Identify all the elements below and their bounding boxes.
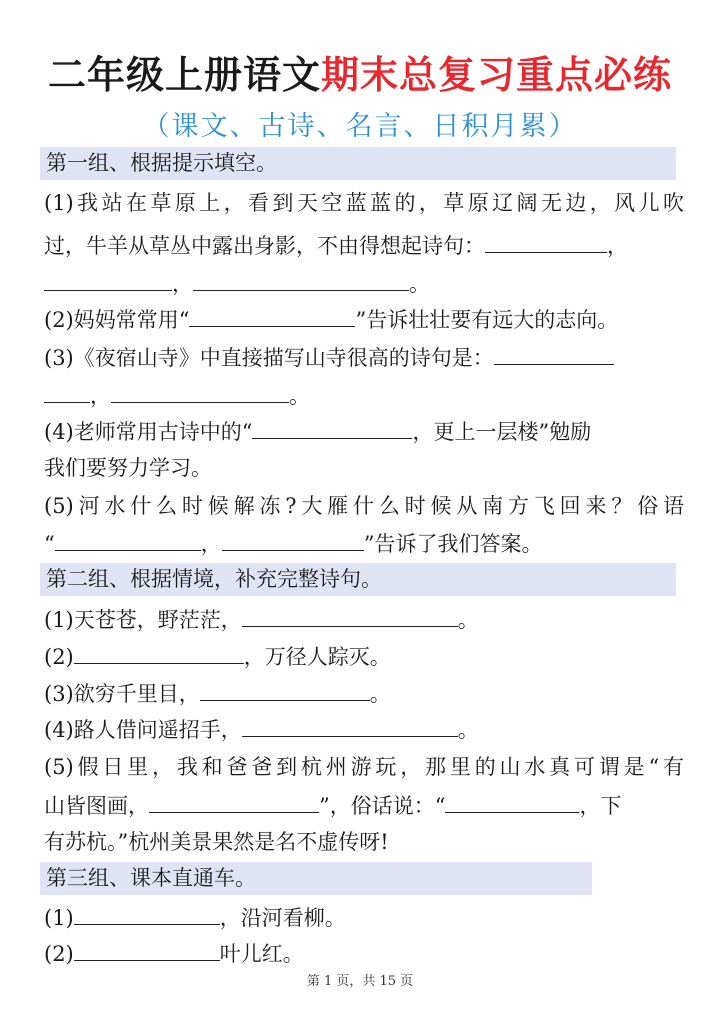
- s2-q5-text: ”，俗话说：“: [319, 794, 446, 818]
- page-title: [0, 44, 720, 99]
- title-black: 二年级上册语文: [47, 53, 321, 97]
- answer-blank[interactable]: [74, 639, 244, 664]
- s3-q2-text: 叶儿红。: [219, 942, 304, 966]
- s1-q5-line2: [44, 526, 684, 561]
- section-heading-1: 第一组、根据提示填空。: [40, 147, 676, 180]
- section-heading-2: 第二组、根据情境，补充完整诗句。: [40, 563, 676, 596]
- page-subtitle: （课文、古诗、名言、日积月累）: [142, 111, 578, 142]
- s2-q4-punct: 。: [457, 718, 479, 742]
- s1-q4-text: (4)老师常用古诗中的“: [44, 420, 253, 444]
- s2-q5-text: ，下: [579, 794, 622, 818]
- s1-q2-text: (2)妈妈常常用“: [44, 308, 190, 332]
- s1-q2: [44, 302, 684, 337]
- s1-q4-text: ，更上一层楼”勉励: [412, 420, 592, 444]
- s2-q3: [44, 676, 684, 711]
- s1-q1-line3: [44, 266, 684, 301]
- answer-blank[interactable]: [74, 900, 220, 925]
- s2-q5-line3: 有苏杭。”杭州美景果然是名不虚传呀!: [44, 830, 389, 854]
- answer-blank[interactable]: [445, 788, 579, 813]
- section-heading-3: 第三组、课本直通车。: [40, 862, 592, 895]
- s1-q3-line1: [44, 340, 684, 375]
- s2-q1-punct: 。: [457, 608, 479, 632]
- s2-q1: [44, 602, 684, 637]
- s2-q3-punct: 。: [369, 682, 391, 706]
- s1-q4-line2: 我们要努力学习。: [44, 456, 212, 480]
- answer-blank[interactable]: [44, 266, 172, 291]
- answer-blank[interactable]: [74, 936, 220, 961]
- s1-q4-line1: [44, 414, 684, 449]
- s2-q1-text: (1)天苍苍，野茫茫，: [44, 608, 242, 632]
- answer-blank[interactable]: [242, 712, 458, 737]
- s2-q5-line2: [44, 788, 684, 823]
- s1-q2-text: ”告诉壮壮要有远大的志向。: [355, 308, 619, 332]
- s2-q4-text: (4)路人借问遥招手，: [44, 718, 242, 742]
- s3-q2-text: (2): [44, 942, 74, 966]
- title-red: 期末总复习重点必练: [321, 53, 673, 97]
- s1-q3-punct: 。: [289, 384, 310, 408]
- s1-q5-text: ”告诉了我们答案。: [363, 532, 543, 556]
- s1-q1-text: 过，牛羊从草丛中露出身影，不由得想起诗句：: [44, 234, 485, 258]
- answer-blank[interactable]: [149, 788, 319, 813]
- s2-q5-line1: (5)假日里，我和爸爸到杭州游玩，那里的山水真可谓是“有: [44, 755, 684, 779]
- s1-q5-punct: ，: [200, 532, 222, 556]
- s2-q3-text: (3)欲穷千里目，: [44, 682, 200, 706]
- s1-q1-punct: ，: [607, 234, 628, 258]
- answer-blank[interactable]: [111, 378, 289, 403]
- answer-blank[interactable]: [55, 526, 201, 551]
- s3-q1-text: (1): [44, 906, 74, 930]
- s1-q5-line1: (5)河水什么时候解冻?大雁什么时候从南方飞回来？俗语: [44, 494, 684, 518]
- s1-q1-punct: ，: [172, 272, 193, 296]
- s2-q2-text: (2): [44, 645, 74, 669]
- answer-blank[interactable]: [200, 676, 370, 701]
- answer-blank[interactable]: [494, 340, 614, 365]
- s3-q1: [44, 900, 684, 935]
- answer-blank[interactable]: [44, 378, 90, 403]
- answer-blank[interactable]: [485, 228, 607, 253]
- s1-q1-line1: (1)我站在草原上，看到天空蓝蓝的，草原辽阔无边，风儿吹: [44, 191, 684, 215]
- s3-q1-text: ，沿河看柳。: [219, 906, 346, 930]
- answer-blank[interactable]: [189, 302, 355, 327]
- answer-blank[interactable]: [242, 602, 458, 627]
- s1-q3-text: (3)《夜宿山寺》中直接描写山寺很高的诗句是：: [44, 346, 494, 370]
- s2-q4: [44, 712, 684, 747]
- s2-q5-text: 山皆图画，: [44, 794, 149, 818]
- s1-q3-punct: ，: [90, 384, 111, 408]
- s3-q2: [44, 936, 684, 971]
- s2-q2-text: ，万径人踪灭。: [243, 645, 391, 669]
- answer-blank[interactable]: [222, 526, 364, 551]
- s2-q2: [44, 639, 684, 674]
- s1-q1-line2: [44, 228, 684, 263]
- s1-q3-line2: [44, 378, 684, 413]
- answer-blank[interactable]: [252, 414, 412, 439]
- s1-q5-text: “: [44, 532, 55, 556]
- answer-blank[interactable]: [193, 266, 409, 291]
- page-footer: 第 1 页，共 15 页: [306, 974, 414, 989]
- s1-q1-punct: 。: [409, 272, 430, 296]
